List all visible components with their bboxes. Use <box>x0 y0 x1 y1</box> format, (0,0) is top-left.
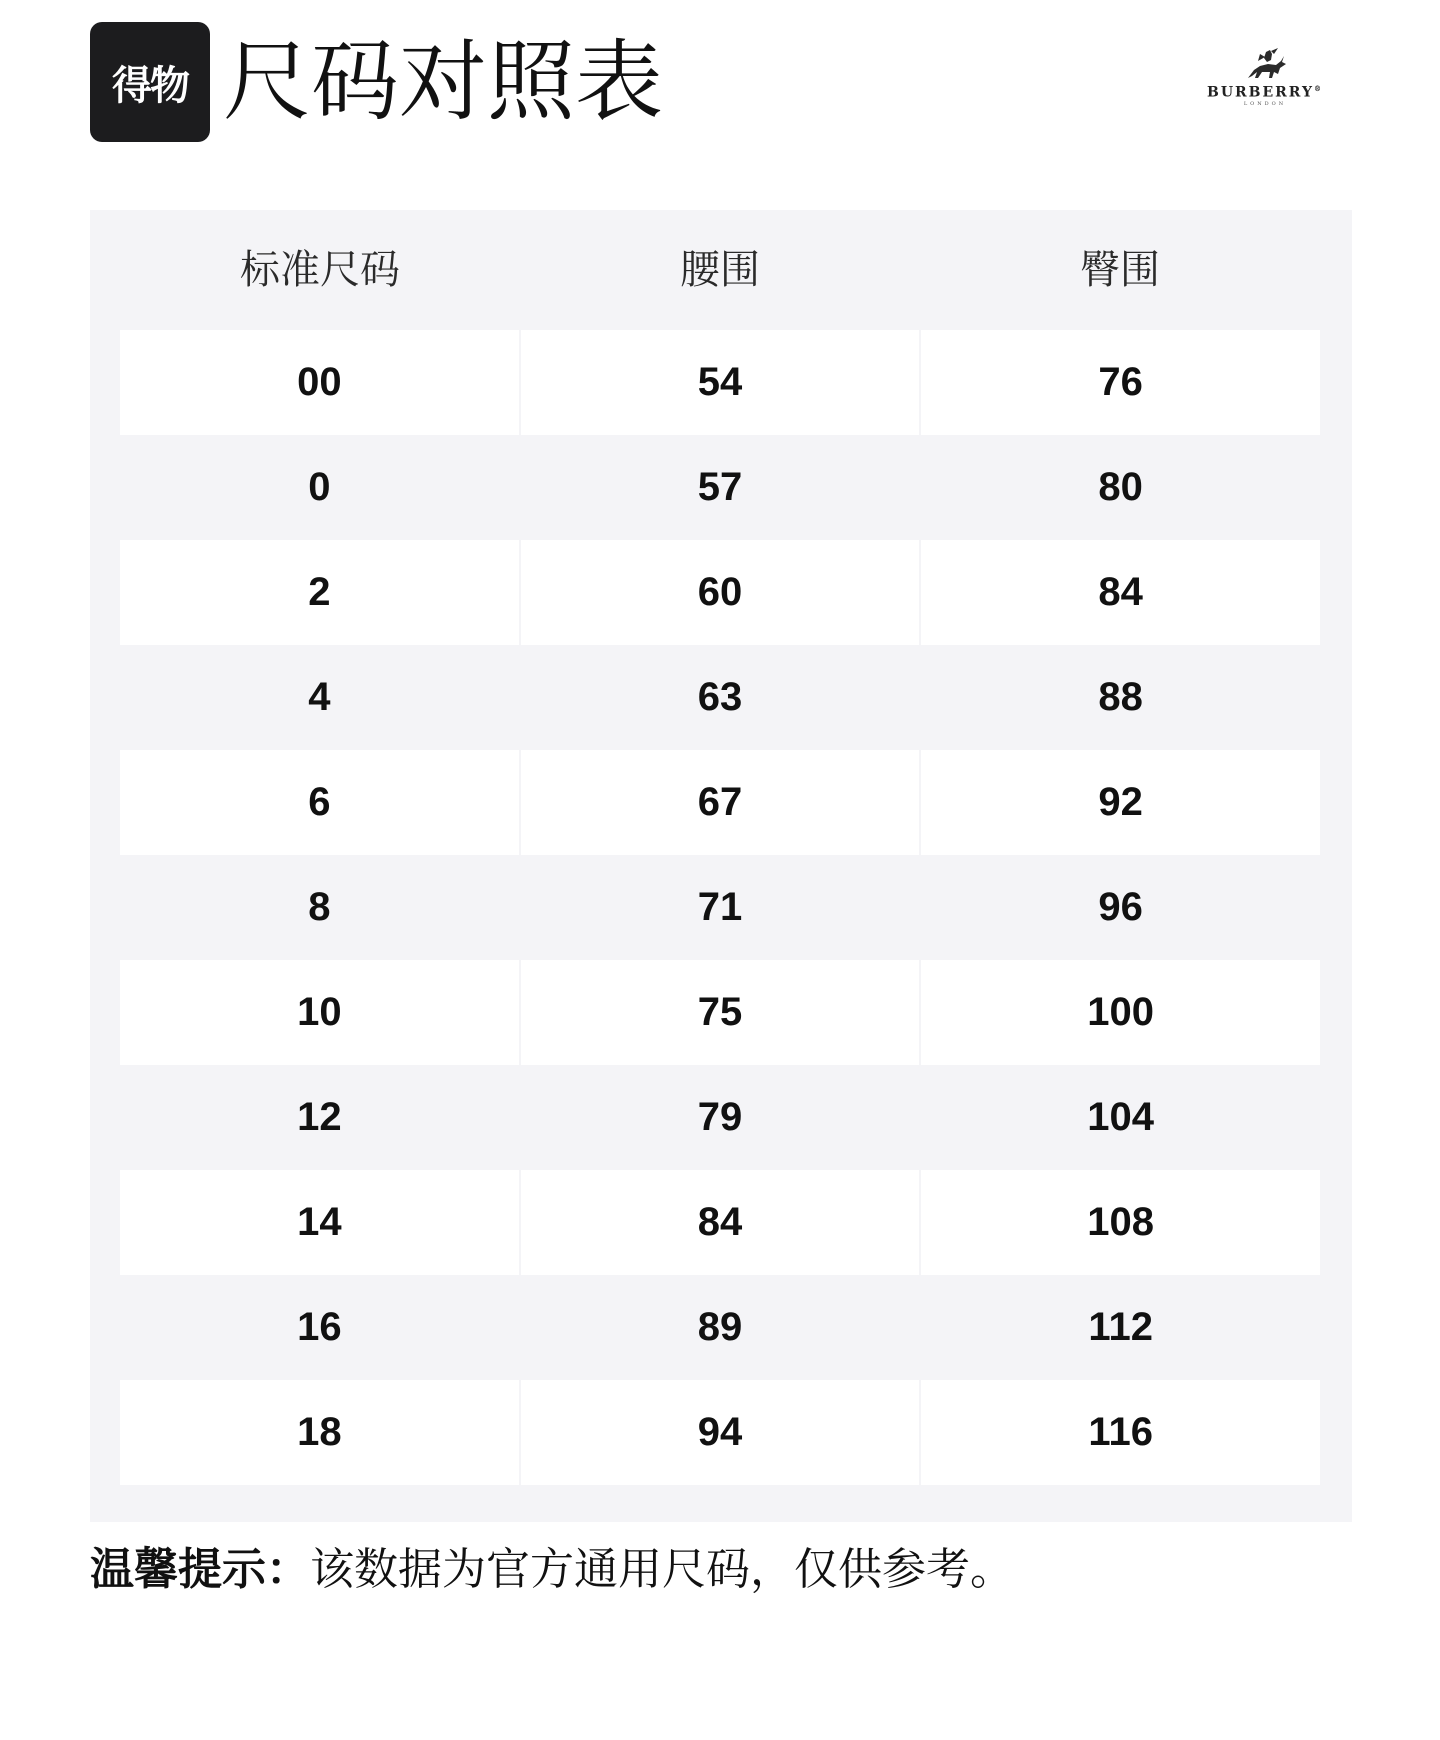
table-row <box>120 645 1320 750</box>
table-row <box>120 750 1320 855</box>
cell-waist: 67 <box>521 750 920 855</box>
tip-text: 该数据为官方通用尺码，仅供参考。 <box>310 1544 1014 1595</box>
cell-hip: 96 <box>1098 885 1143 929</box>
tip-note <box>90 1538 1014 1602</box>
table-row <box>120 330 1320 435</box>
equestrian-knight-icon <box>1238 48 1292 82</box>
column-header-size: 标准尺码 <box>240 247 400 293</box>
cell-waist: 75 <box>521 960 920 1065</box>
cell-size: 2 <box>120 540 519 645</box>
app-logo <box>90 22 210 142</box>
cell-hip: 84 <box>921 540 1320 645</box>
tip-label: 温馨提示： <box>90 1544 310 1595</box>
cell-waist: 84 <box>521 1170 920 1275</box>
cell-waist: 60 <box>521 540 920 645</box>
cell-waist: 89 <box>697 1305 743 1349</box>
cell-hip: 104 <box>1087 1095 1155 1139</box>
cell-size: 18 <box>120 1380 519 1485</box>
cell-size: 0 <box>308 465 331 509</box>
column-header-waist: 腰围 <box>680 247 760 293</box>
size-chart-table <box>90 210 1352 1522</box>
cell-hip: 100 <box>921 960 1320 1065</box>
cell-waist: 79 <box>697 1095 743 1139</box>
table-row <box>120 1380 1320 1485</box>
cell-size: 00 <box>120 330 519 435</box>
cell-size: 16 <box>297 1305 342 1349</box>
brand-logo <box>1180 48 1350 107</box>
table-row <box>120 855 1320 960</box>
cell-size: 14 <box>120 1170 519 1275</box>
column-header-hip: 臀围 <box>1080 247 1160 293</box>
app-logo-text: 得物 <box>112 62 188 109</box>
table-header <box>120 210 1320 330</box>
brand-subtitle: LONDON <box>1243 100 1287 107</box>
cell-size: 4 <box>308 675 331 719</box>
cell-waist: 94 <box>521 1380 920 1485</box>
table-row <box>120 960 1320 1065</box>
cell-waist: 57 <box>697 465 743 509</box>
cell-waist: 71 <box>697 885 743 929</box>
cell-hip: 92 <box>921 750 1320 855</box>
cell-hip: 76 <box>921 330 1320 435</box>
cell-waist: 63 <box>697 675 743 719</box>
brand-name: BURBERRY® <box>1206 84 1323 101</box>
table-row <box>120 1170 1320 1275</box>
cell-size: 12 <box>297 1095 342 1139</box>
cell-hip: 112 <box>1088 1305 1153 1349</box>
cell-waist: 54 <box>521 330 920 435</box>
page-header <box>90 22 1350 142</box>
cell-size: 8 <box>308 885 331 929</box>
cell-hip: 88 <box>1098 675 1143 719</box>
cell-hip: 116 <box>921 1380 1320 1485</box>
cell-size: 6 <box>120 750 519 855</box>
cell-hip: 80 <box>1098 465 1143 509</box>
page-title: 尺码对照表 <box>223 30 664 133</box>
table-body <box>120 330 1320 1485</box>
table-row <box>120 540 1320 645</box>
cell-size: 10 <box>120 960 519 1065</box>
cell-hip: 108 <box>921 1170 1320 1275</box>
table-row <box>120 1065 1320 1170</box>
table-row <box>120 435 1320 540</box>
table-row <box>120 1275 1320 1380</box>
